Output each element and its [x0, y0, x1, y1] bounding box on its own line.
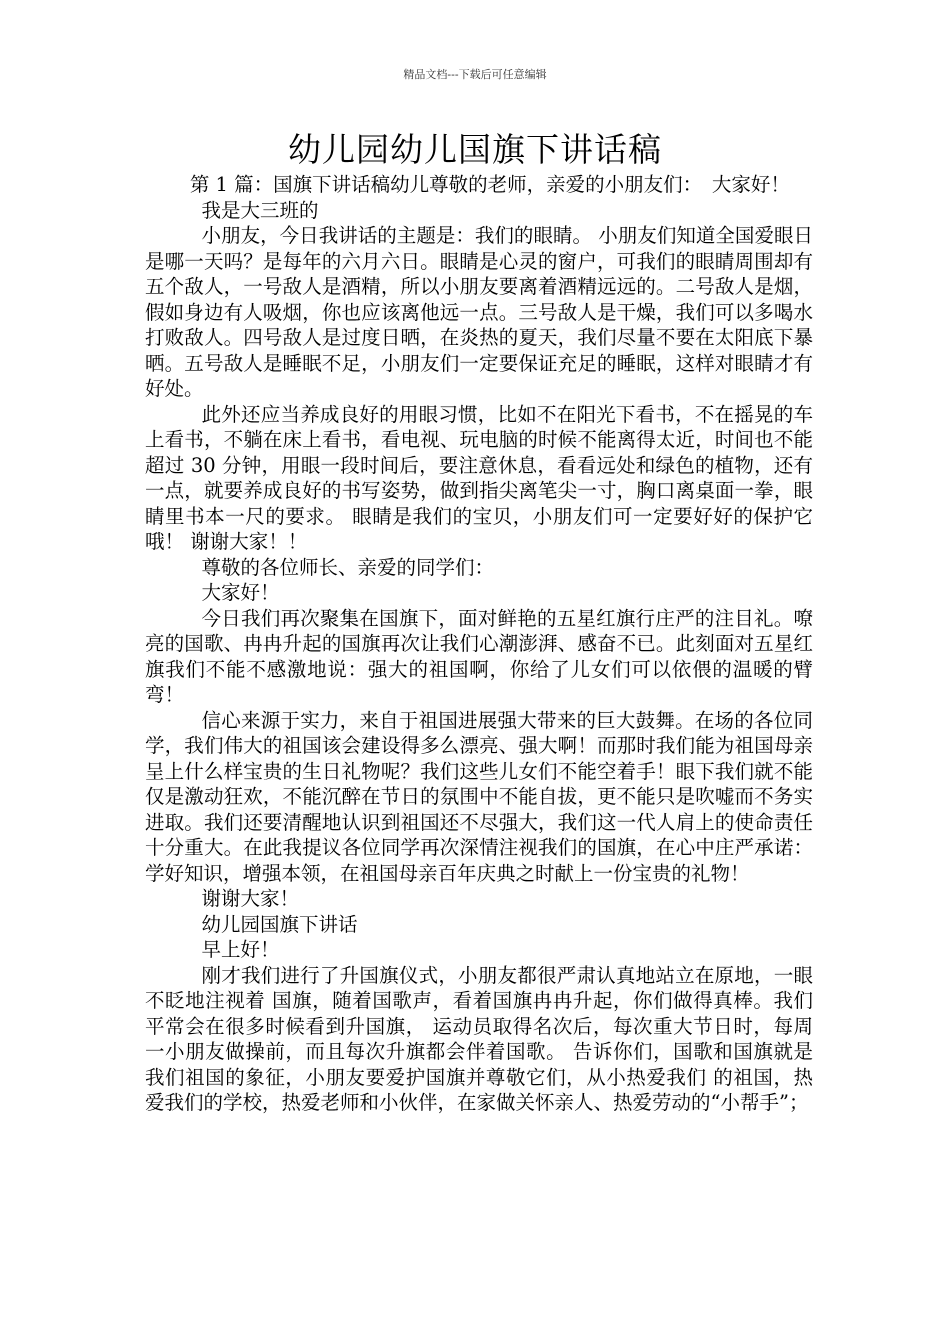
paragraph-12: 刚才我们进行了升国旗仪式，小朋友都很严肃认真地站立在原地，一眼不眨地注视着 国旗，随着国歌声，看着国旗冉冉升起，你们做得真棒。我们平常会在很多时候看到升国旗， 运动员取得名次后，每次重大节日时，每周一小朋友做操前，而且每次升旗都会伴着国歌。 告诉你们，国歌和国旗就是我们祖国的象征，小朋友要爱护国旗并尊敬它们，从小热爱我们 的祖国，热爱我们的学校，热爱老师和小伙伴，在家做关怀亲人、热爱劳动的“小帮手”；	[145, 963, 813, 1114]
paragraph-11: 早上好！	[201, 938, 280, 961]
document-body	[145, 172, 813, 1116]
document-title: 幼儿园幼儿国旗下讲话稿	[288, 130, 662, 169]
page-header-note: 精品文档---下载后可任意编辑	[403, 68, 547, 81]
paragraph-9: 谢谢大家！	[201, 887, 300, 910]
paragraph-6: 大家好！	[201, 581, 280, 604]
paragraph-7: 今日我们再次聚集在国旗下，面对鲜艳的五星红旗行庄严的注目礼。嘹亮的国歌、冉冉升起的国旗再次让我们心潮澎湃、感奋不已。此刻面对五星红旗我们不能不感激地说：强大的祖国啊，你给了儿女们可以依偎的温暖的臂弯！	[145, 606, 813, 706]
paragraph-3: 小朋友，今日我讲话的主题是：我们的眼睛。 小朋友们知道全国爱眼日是哪一天吗？是每年的六月六日。眼睛是心灵的窗户，可我们的眼睛周围却有五个敌人，一号敌人是酒精，所以小朋友要离着酒精远远的。二号敌人是烟，假如身边有人吸烟，你也应该离他远一点。三号敌人是干燥，我们可以多喝水打败敌人。四号敌人是过度日晒，在炎热的夏天，我们尽量不要在太阳底下暴晒。五号敌人是睡眠不足，小朋友们一定要保证充足的睡眠，这样对眼睛才有好处。	[145, 224, 813, 400]
paragraph-2: 我是大三班的	[201, 198, 319, 222]
paragraph-4: 此外还应当养成良好的用眼习惯，比如不在阳光下看书，不在摇晃的车上看书，不躺在床上看书，看电视、玩电脑的时候不能离得太近，时间也不能超过 30 分钟，用眼一段时间后，要注意休息，看看远处和绿色的植物，还有一点，就要养成良好的书写姿势，做到指尖离笔尖一寸，胸口离桌面一拳，眼睛里书本一尺的要求。 眼睛是我们的宝贝，小朋友们可一定要好好的保护它哦！ 谢谢大家！！	[145, 402, 813, 553]
paragraph-10: 幼儿园国旗下讲话	[201, 912, 358, 936]
paragraph-8: 信心来源于实力，来自于祖国进展强大带来的巨大鼓舞。在场的各位同学，我们伟大的祖国该会建设得多么漂亮、强大啊！而那时我们能为祖国母亲呈上什么样宝贵的生日礼物呢？我们这些儿女们不能空着手！眼下我们就不能仅是激动狂欢，不能沉醉在节日的氛围中不能自拔，更不能只是吹嘘而不务实进取。我们还要清醒地认识到祖国还不尽强大，我们这一代人肩上的使命责任十分重大。在此我提议各位同学再次深情注视我们的国旗，在心中庄严承诺：学好知识，增强本领，在祖国母亲百年庆典之时献上一份宝贵的礼物！	[145, 708, 813, 885]
paragraph-5: 尊敬的各位师长、亲爱的同学们：	[201, 555, 495, 579]
paragraph-1: 第 1 篇：国旗下讲话稿幼儿尊敬的老师，亲爱的小朋友们： 大家好！	[189, 173, 790, 196]
